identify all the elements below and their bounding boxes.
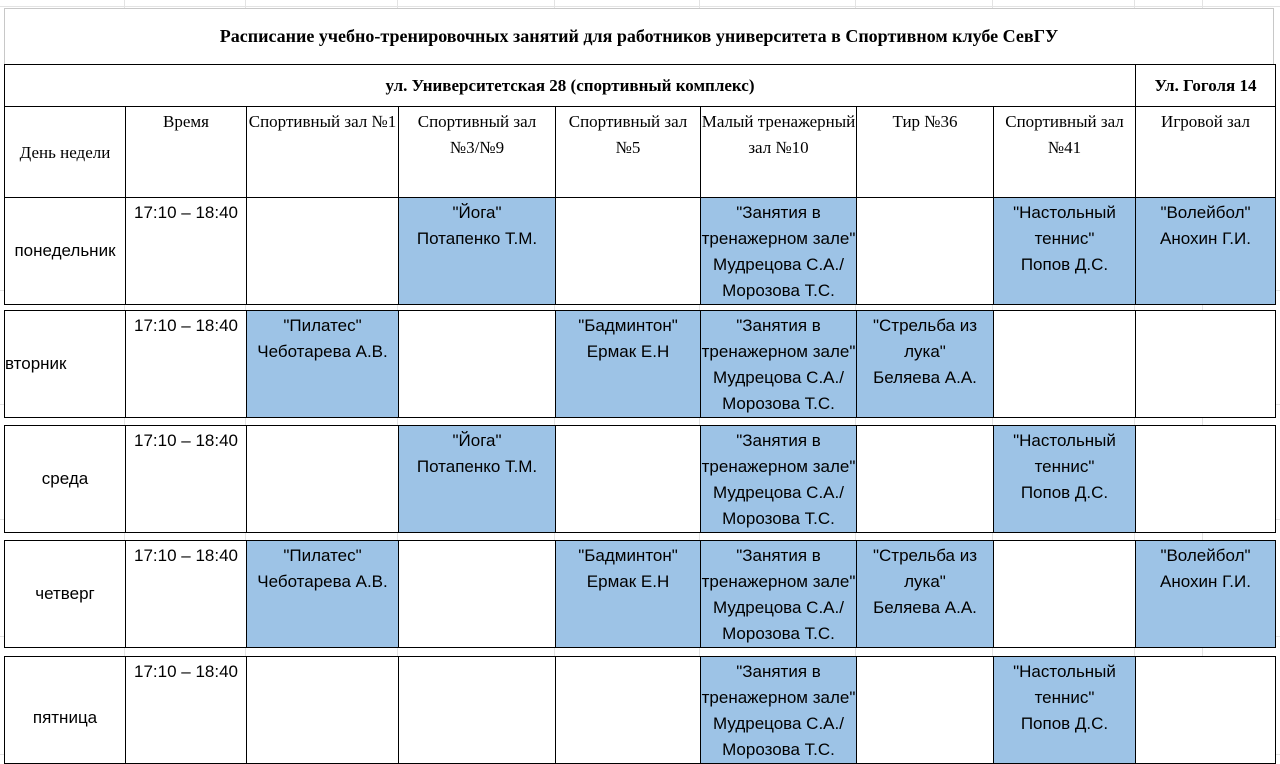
empty-cell <box>556 198 701 305</box>
day-label: среда <box>5 426 126 533</box>
activity-badminton: "Бадминтон" Ермак Е.Н <box>556 541 701 648</box>
activity-gym: "Занятия в тренажерном зале" Мудрецова С.А./ Морозова Т.С. <box>701 311 857 418</box>
activity-gym: "Занятия в тренажерном зале" Мудрецова С.А./ Морозова Т.С. <box>701 198 857 305</box>
activity-pilates: "Пилатес" Чеботарева А.В. <box>247 311 399 418</box>
empty-cell <box>556 657 701 764</box>
time-cell: 17:10 – 18:40 <box>126 426 247 533</box>
empty-cell <box>994 311 1136 418</box>
empty-cell <box>1136 426 1276 533</box>
day-label: пятница <box>5 657 126 764</box>
activity-tennis: "Настольный теннис" Попов Д.С. <box>994 657 1136 764</box>
header-hall5: Спортивный зал №5 <box>556 107 701 198</box>
empty-cell <box>399 311 556 418</box>
header-time: Время <box>126 107 247 198</box>
empty-cell <box>857 657 994 764</box>
day-label: понедельник <box>5 198 126 305</box>
activity-badminton: "Бадминтон" Ермак Е.Н <box>556 311 701 418</box>
header-game-hall: Игровой зал <box>1136 107 1276 198</box>
day-block-thursday <box>4 540 1276 648</box>
empty-cell <box>556 426 701 533</box>
day-block-tuesday <box>4 310 1276 418</box>
activity-archery: "Стрельба из лука" Беляева А.А. <box>857 541 994 648</box>
header-gym10: Малый тренажерный зал №10 <box>701 107 857 198</box>
empty-cell <box>247 198 399 305</box>
activity-gym: "Занятия в тренажерном зале" Мудрецова С.А./ Морозова Т.С. <box>701 426 857 533</box>
time-cell: 17:10 – 18:40 <box>126 198 247 305</box>
time-cell: 17:10 – 18:40 <box>126 541 247 648</box>
activity-pilates: "Пилатес" Чеботарева А.В. <box>247 541 399 648</box>
header-hall41: Спортивный зал №41 <box>994 107 1136 198</box>
empty-cell <box>247 426 399 533</box>
day-label: вторник <box>5 311 126 418</box>
day-block-monday <box>4 197 1276 305</box>
activity-archery: "Стрельба из лука" Беляева А.А. <box>857 311 994 418</box>
time-cell: 17:10 – 18:40 <box>126 657 247 764</box>
time-cell: 17:10 – 18:40 <box>126 311 247 418</box>
empty-cell <box>247 657 399 764</box>
header-range36: Тир №36 <box>857 107 994 198</box>
empty-cell <box>857 198 994 305</box>
empty-cell <box>994 541 1136 648</box>
day-block-wednesday <box>4 425 1276 533</box>
empty-cell <box>1136 657 1276 764</box>
activity-tennis: "Настольный теннис" Попов Д.С. <box>994 426 1136 533</box>
activity-gym: "Занятия в тренажерном зале" Мудрецова С.А./ Морозова Т.С. <box>701 541 857 648</box>
day-block-friday <box>4 656 1276 764</box>
empty-cell <box>857 426 994 533</box>
activity-volleyball: "Волейбол" Анохин Г.И. <box>1136 541 1276 648</box>
day-label: четверг <box>5 541 126 648</box>
empty-cell <box>399 657 556 764</box>
activity-yoga: "Йога" Потапенко Т.М. <box>399 426 556 533</box>
activity-volleyball: "Волейбол" Анохин Г.И. <box>1136 198 1276 305</box>
header-hall3-9: Спортивный зал №3/№9 <box>399 107 556 198</box>
activity-gym: "Занятия в тренажерном зале" Мудрецова С.А./ Морозова Т.С. <box>701 657 857 764</box>
activity-tennis: "Настольный теннис" Попов Д.С. <box>994 198 1136 305</box>
page-title: Расписание учебно-тренировочных занятий для работников университета в Спортивном клубе СевГУ <box>4 8 1274 64</box>
empty-cell <box>1136 311 1276 418</box>
activity-yoga: "Йога" Потапенко Т.М. <box>399 198 556 305</box>
header-day: День недели <box>5 107 126 198</box>
location-main: ул. Университетская 28 (спортивный комплекс) <box>5 65 1136 107</box>
header-hall1: Спортивный зал №1 <box>247 107 399 198</box>
location-second: Ул. Гоголя 14 <box>1136 65 1276 107</box>
empty-cell <box>399 541 556 648</box>
schedule-header <box>4 64 1276 198</box>
